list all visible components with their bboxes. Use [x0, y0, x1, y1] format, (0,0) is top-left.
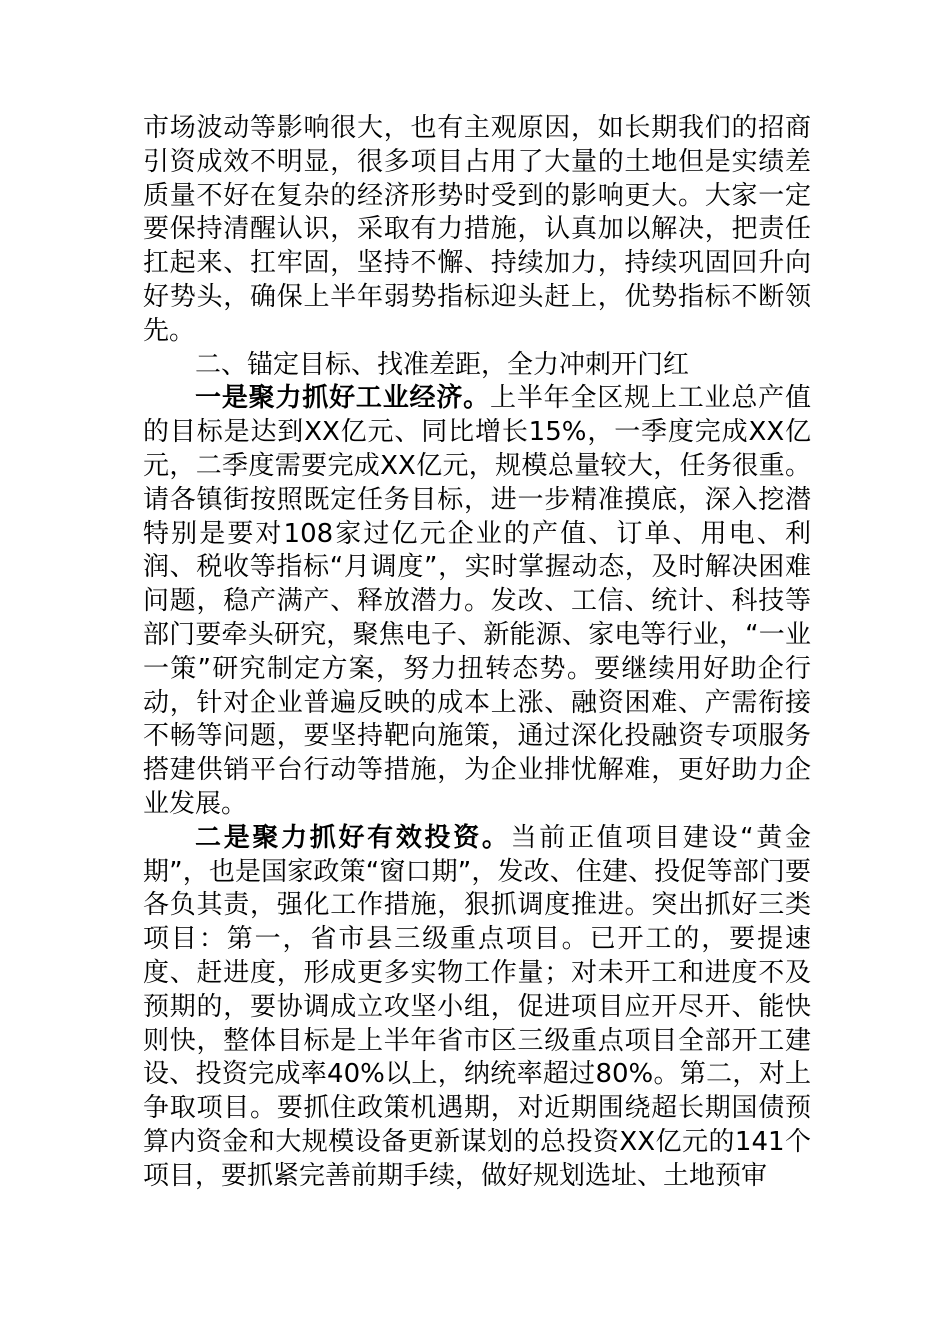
paragraph-investment-lead: 二是聚力抓好有效投资。 [195, 822, 511, 853]
section-heading-text: 二、锚定目标、找准差距，全力冲刺开门红 [195, 349, 690, 380]
document-page [143, 112, 811, 1194]
paragraph-industry-lead: 一是聚力抓好工业经济。 [195, 383, 490, 414]
paragraph-industry-text: 上半年全区规上工业总产值的目标是达到XX亿元、同比增长15%，一季度完成XX亿元，二季度需要完成XX亿元，规模总量较大，任务很重。请各镇街按照既定任务目标，进一步精准摸底，深入挖潜特别是要对108家过亿元企业的产值、订单、用电、利润、税收等指标“月调度”，实时掌握动态，及时解决困难问题，稳产满产、释放潜力。发改、工信、统计、科技等部门要牵头研究，聚焦电子、新能源、家电等行业，“一业一策”研究制定方案，努力扭转态势。要继续用好助企行动，针对企业普遍反映的成本上涨、融资困难、产需衔接不畅等问题，要坚持靶向施策，通过深化投融资专项服务搭建供销平台行动等措施，为企业排忧解难，更好助力企业发展。 [143, 383, 811, 819]
paragraph-intro [143, 112, 811, 349]
paragraph-intro-text: 市场波动等影响很大，也有主观原因，如长期我们的招商引资成效不明显，很多项目占用了大量的土地但是实绩差质量不好在复杂的经济形势时受到的影响更大。大家一定要保持清醒认识，采取有力措施，认真加以解决，把责任扛起来、扛牢固，坚持不懈、持续加力，持续巩固回升向好势头，确保上半年弱势指标迎头赶上，优势指标不断领先。 [143, 113, 811, 346]
paragraph-investment [143, 822, 811, 1194]
paragraph-industry [143, 382, 811, 821]
paragraph-investment-text: 当前正值项目建设“黄金期”，也是国家政策“窗口期”，发改、住建、投促等部门要各负其责，强化工作措施，狠抓调度推进。突出抓好三类项目：第一，省市县三级重点项目。已开工的，要提速度、赶进度，形成更多实物工作量；对未开工和进度不及预期的，要协调成立攻坚小组，促进项目应开尽开、能快则快，整体目标是上半年省市区三级重点项目全部开工建设、投资完成率40%以上，纳统率超过80%。第二，对上争取项目。要抓住政策机遇期，对近期围绕超长期国债预算内资金和大规模设备更新谋划的总投资XX亿元的141个项目，要抓紧完善前期手续，做好规划选址、土地预审 [143, 822, 811, 1191]
section-heading [143, 349, 811, 383]
